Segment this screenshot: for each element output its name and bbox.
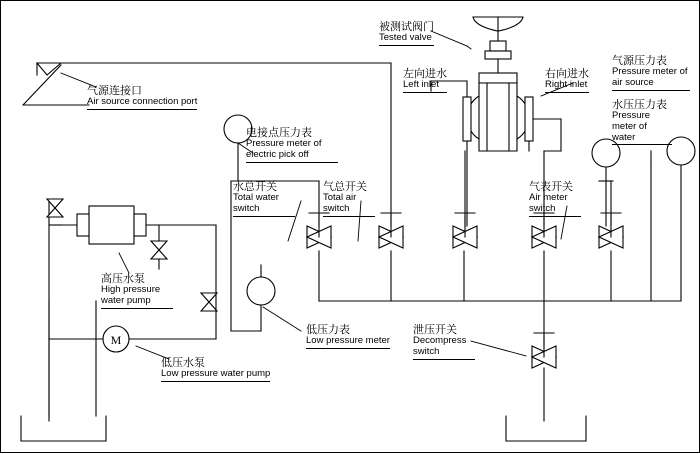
label-air-meter-switch	[529, 181, 581, 217]
label-total-water-switch	[233, 181, 295, 217]
valve-total-air-switch	[379, 213, 403, 248]
pressure-gauge-water	[667, 137, 695, 301]
label-pressure-meter-of-air-source	[612, 55, 690, 91]
label-en: Pressure meter of electric pick off	[246, 139, 338, 162]
tested-valve-symbol	[463, 17, 533, 151]
label-en: Low pressure water pump	[161, 369, 270, 382]
label-en: Air source connection port	[87, 97, 197, 110]
label-low-pressure-meter	[306, 324, 390, 349]
label-cn: 气源压力表	[612, 55, 667, 67]
valve-line-mid	[201, 293, 217, 311]
label-en: High pressure water pump	[101, 285, 173, 308]
pressure-gauge-air-source	[592, 139, 620, 181]
label-total-air-switch	[323, 181, 375, 217]
label-cn: 电接点压力表	[246, 127, 312, 139]
label-pressure-meter-of-electric-pick-off	[246, 127, 338, 163]
label-en: Low pressure meter	[306, 336, 390, 349]
label-cn: 气表开关	[529, 181, 573, 193]
label-pressure-meter-of-water	[612, 99, 672, 145]
label-cn: 低压水泵	[161, 357, 205, 369]
label-decompress-switch	[413, 324, 475, 360]
reservoir-left	[21, 416, 106, 441]
label-en: Pressure meter of air source	[612, 67, 690, 90]
label-cn: 气源连接口	[87, 85, 142, 97]
label-en: Left inlet	[403, 80, 447, 93]
label-tested-valve	[379, 21, 434, 46]
label-cn: 泄压开关	[413, 324, 457, 336]
label-cn: 左向进水	[403, 68, 447, 80]
label-en: Right inlet	[545, 80, 589, 93]
label-en: Total water switch	[233, 193, 295, 216]
air-source-connection-symbol	[23, 63, 391, 105]
label-en: Tested valve	[379, 33, 434, 46]
label-cn: 右向进水	[545, 68, 589, 80]
label-en: Decompress switch	[413, 336, 475, 359]
valve-pump-outlet	[151, 241, 167, 259]
label-right-inlet	[545, 68, 589, 93]
label-en: Total air switch	[323, 193, 375, 216]
label-cn: 水压压力表	[612, 99, 667, 111]
label-cn: 高压水泵	[101, 273, 145, 285]
label-cn: 气总开关	[323, 181, 367, 193]
label-cn: 水总开关	[233, 181, 277, 193]
label-low-pressure-water-pump	[161, 357, 270, 382]
schematic-drawing	[1, 1, 700, 454]
label-cn: 被测试阀门	[379, 21, 434, 33]
label-en: Pressure meter of water	[612, 111, 672, 145]
motor-symbol-text: M	[110, 333, 122, 347]
reservoir-right	[506, 416, 586, 441]
label-high-pressure-water-pump	[101, 273, 173, 309]
label-left-inlet	[403, 68, 447, 93]
label-cn: 低压力表	[306, 324, 350, 336]
pressure-gauge-low	[247, 265, 275, 331]
label-en: Air meter switch	[529, 193, 581, 216]
label-air-source-connection-port	[87, 85, 197, 110]
